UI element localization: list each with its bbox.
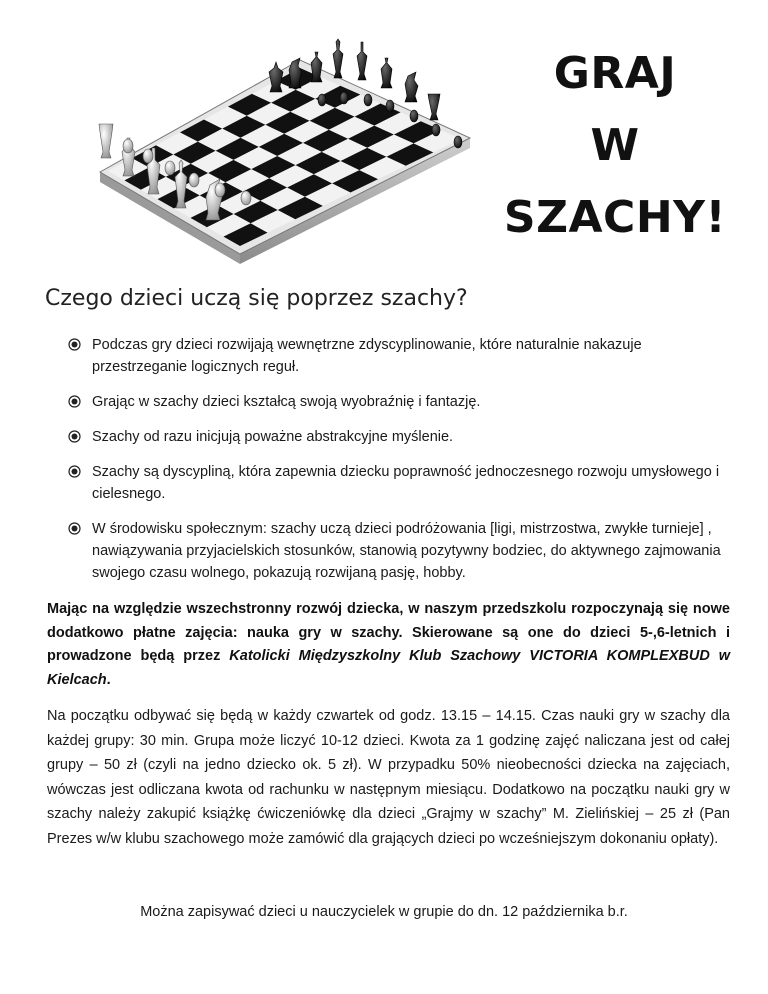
announcement-end: . — [106, 671, 111, 688]
list-item — [68, 518, 728, 584]
list-item — [68, 391, 728, 413]
list-item-text: Podczas gry dzieci rozwijają wewnętrzne zdyscyplinowanie, które naturalnie nakazuje przestrzeganie logicznych reguł. — [92, 337, 642, 375]
list-item-text: Grając w szachy dzieci kształcą swoją wyobraźnię i fantazję. — [92, 394, 481, 410]
title-line-3: SZACHY! — [503, 192, 727, 243]
page-title — [480, 38, 750, 254]
section-heading: Czego dzieci uczą się poprzez szachy? — [45, 286, 468, 311]
list-item-text: Szachy są dyscypliną, która zapewnia dziecku poprawność jednoczesnego rozwoju umysłowego i cielesnego. — [92, 464, 720, 502]
details-paragraph: Na początku odbywać się będą w każdy czwartek od godz. 13.15 – 14.15. Czas nauki gry w szachy dla każdej grupy: 30 min. Grupa może liczyć 10-12 dzieci. Kwota za 1 godzinę zajęć naliczana jest od całej grupy – 50 zł (czyli na jedno dziecko ok. 5 zł). W przypadku 50% nieobecności dziecka na zajęciach, wówczas jest odliczana kwota od rachunku w następnym miesiącu. Dodatkowo na początku nauki gry w szachy należy zakupić książkę ćwiczeniówkę dla dzieci „Grajmy w szachy” M. Zielińskiej – 25 zł (Pan Prezes w/w klubu szachowego może zamówić dla grających dzieci po wcześniejszym dokonaniu opłaty). — [47, 708, 730, 847]
list-item — [68, 461, 728, 505]
radio-bullet-icon — [68, 465, 81, 478]
list-item-text: W środowisku społecznym: szachy uczą dzieci podróżowania [ligi, mistrzostwa, zwykłe turnieje] , nawiązywania przyjacielskich stosunków, stanowią pozytywny bodziec, do aktywnego zajmowania swojego czasu wolnego, pokazują rozwijaną pasję, hobby. — [92, 521, 721, 581]
radio-bullet-icon — [68, 338, 81, 351]
club-name: Katolicki Międzyszkolny Klub Szachowy VICTORIA KOMPLEXBUD w Kielcach — [47, 648, 730, 688]
announcement-paragraph — [47, 598, 730, 692]
title-line-2: W — [590, 120, 640, 171]
list-item — [68, 426, 728, 448]
chessboard-icon — [70, 30, 480, 265]
signup-note: Można zapisywać dzieci u nauczycielek w grupie do dn. 12 października b.r. — [140, 904, 628, 920]
radio-bullet-icon — [68, 395, 81, 408]
radio-bullet-icon — [68, 430, 81, 443]
list-item — [68, 334, 728, 378]
benefits-list — [68, 334, 728, 597]
title-line-1: GRAJ — [553, 48, 677, 99]
announcement-text: Mając na względzie wszechstronny rozwój dziecka, w naszym przedszkolu rozpoczynają się nowe dodatkowo płatne zajęcia: nauka gry w szachy. Skierowane są one do dzieci 5-,6-letnich i prowadzone będą przez — [47, 601, 730, 664]
list-item-text: Szachy od razu inicjują poważne abstrakcyjne myślenie. — [92, 429, 454, 445]
radio-bullet-icon — [68, 522, 81, 535]
